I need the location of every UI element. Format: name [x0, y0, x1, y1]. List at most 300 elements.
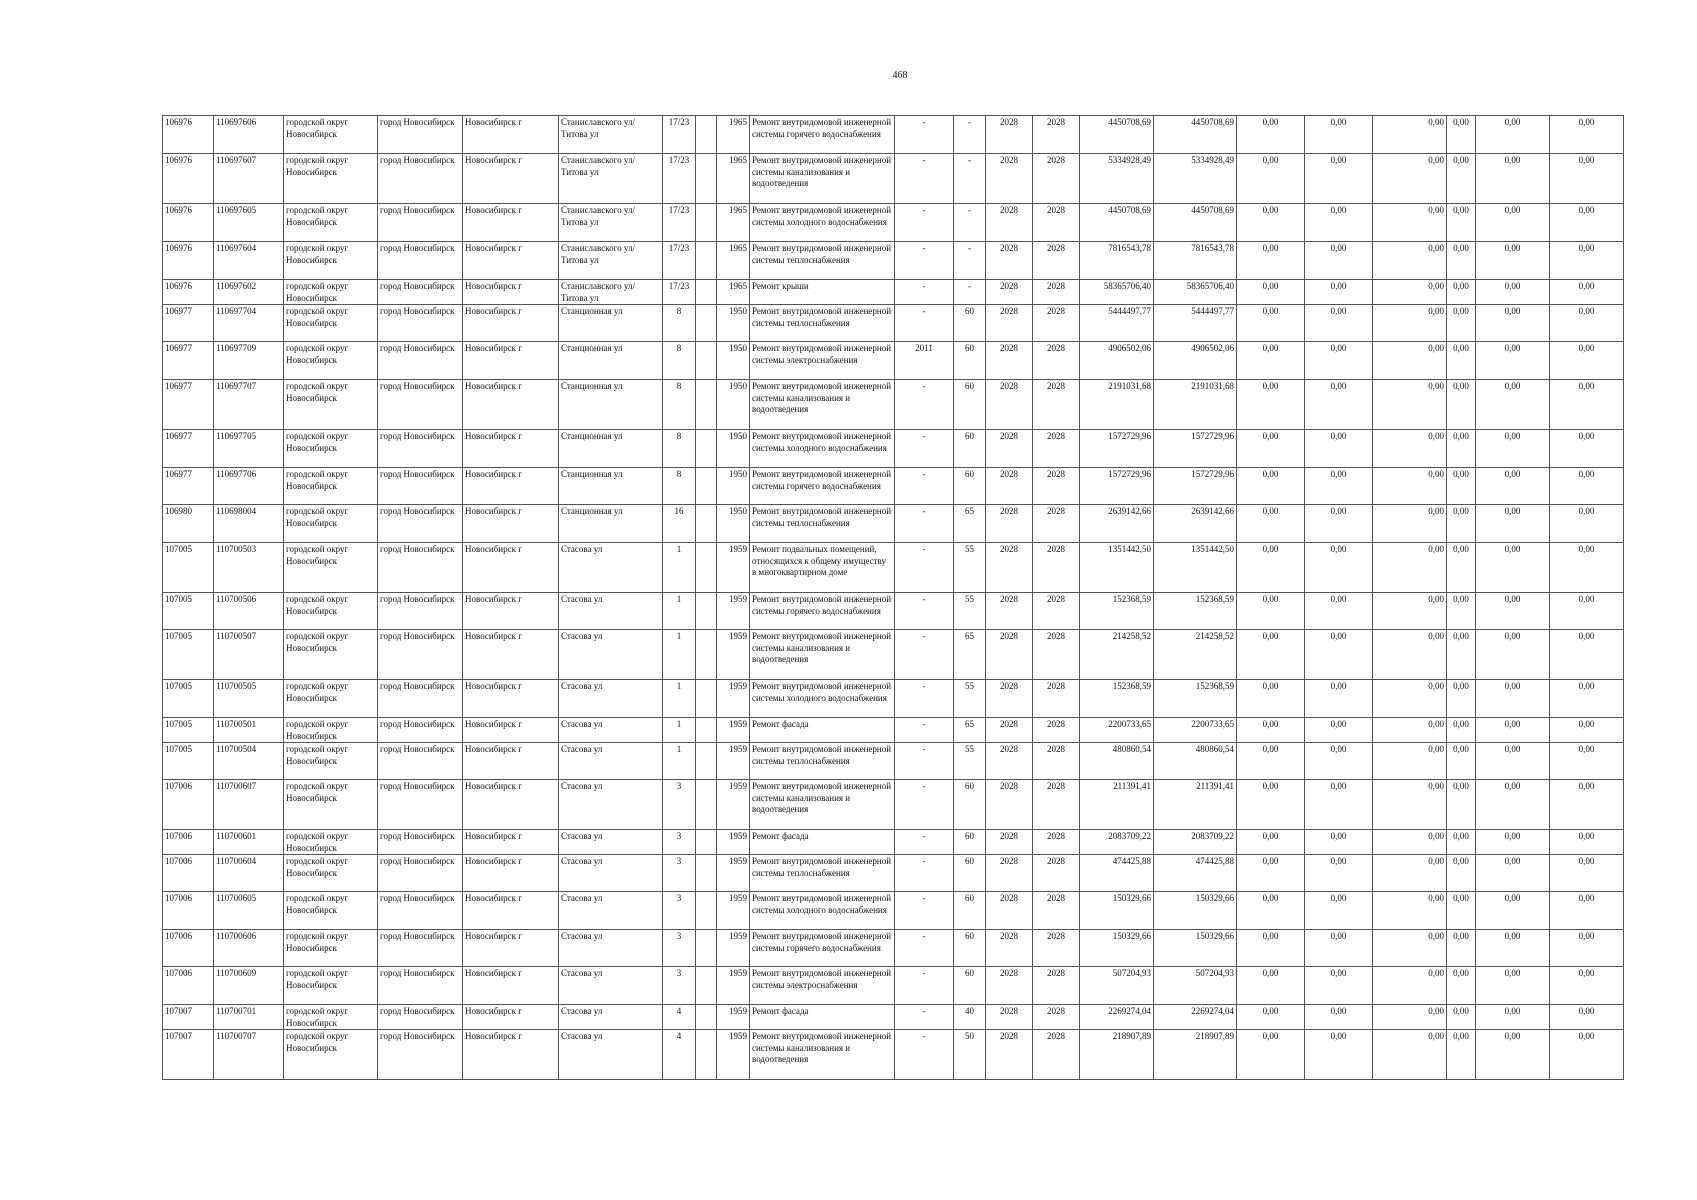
cell-plan-start-year: 2028	[986, 967, 1033, 1005]
cell-plan-start-year: 2028	[986, 242, 1033, 280]
cell-cost-reserve: 0,00	[1550, 892, 1624, 930]
cell-cost-other: 0,00	[1476, 505, 1550, 543]
cell-cost-owners: 0,00	[1447, 855, 1476, 892]
cell-locality: Новосибирск г	[463, 593, 559, 630]
cell-settlement: город Новосибирск	[378, 242, 463, 280]
cell-cost-other: 0,00	[1476, 430, 1550, 468]
cell-cost-local: 0,00	[1373, 204, 1447, 242]
cell-building	[696, 1005, 717, 1030]
cell-cost-owners: 0,00	[1447, 305, 1476, 342]
cell-street: Станиславского ул/Титова ул	[559, 154, 663, 204]
cell-cost-fund: 152368,59	[1154, 593, 1237, 630]
cell-work-type: Ремонт внутридомовой инженерной системы холодного водоснабжения	[750, 892, 895, 930]
cell-build-year: 1965	[717, 154, 750, 204]
cell-cost-local: 0,00	[1373, 242, 1447, 280]
cell-cost-reserve: 0,00	[1550, 342, 1624, 380]
cell-cost-regional: 0,00	[1305, 154, 1373, 204]
cell-cost-regional: 0,00	[1305, 743, 1373, 780]
cell-building	[696, 892, 717, 930]
cell-settlement: город Новосибирск	[378, 468, 463, 505]
cell-cost-fund: 4906502,06	[1154, 342, 1237, 380]
cell-building	[696, 743, 717, 780]
cell-house-number: 3	[663, 892, 696, 930]
cell-build-year: 1965	[717, 242, 750, 280]
cell-last-repair-year: -	[895, 892, 954, 930]
cell-build-year: 1959	[717, 830, 750, 855]
cell-total-cost: 4450708,69	[1080, 116, 1154, 154]
cell-work-type: Ремонт внутридомовой инженерной системы теплоснабжения	[750, 855, 895, 892]
cell-cost-reserve: 0,00	[1550, 280, 1624, 305]
cell-cost-regional: 0,00	[1305, 468, 1373, 505]
cell-settlement: город Новосибирск	[378, 1005, 463, 1030]
cell-cost-regional: 0,00	[1305, 780, 1373, 830]
cell-cost-other: 0,00	[1476, 718, 1550, 743]
cell-wear-percent: 60	[954, 855, 986, 892]
cell-building	[696, 780, 717, 830]
cell-plan-start-year: 2028	[986, 342, 1033, 380]
cell-plan-start-year: 2028	[986, 593, 1033, 630]
cell-cost-federal: 0,00	[1237, 780, 1305, 830]
cell-cost-owners: 0,00	[1447, 154, 1476, 204]
cell-work-type: Ремонт фасада	[750, 718, 895, 743]
cell-total-cost: 2083709,22	[1080, 830, 1154, 855]
cell-locality: Новосибирск г	[463, 505, 559, 543]
cell-building	[696, 342, 717, 380]
cell-cost-regional: 0,00	[1305, 830, 1373, 855]
cell-building	[696, 154, 717, 204]
cell-cost-other: 0,00	[1476, 468, 1550, 505]
cell-locality: Новосибирск г	[463, 967, 559, 1005]
cell-cost-local: 0,00	[1373, 380, 1447, 430]
cell-cost-local: 0,00	[1373, 1005, 1447, 1030]
cell-cost-other: 0,00	[1476, 680, 1550, 718]
cell-last-repair-year: -	[895, 630, 954, 680]
cell-plan-end-year: 2028	[1033, 505, 1080, 543]
cell-plan-start-year: 2028	[986, 468, 1033, 505]
cell-street: Стасова ул	[559, 743, 663, 780]
cell-municipal-district: городской округ Новосибирск	[284, 680, 378, 718]
cell-locality: Новосибирск г	[463, 280, 559, 305]
cell-ref-id: 106977	[163, 305, 214, 342]
cell-cost-federal: 0,00	[1237, 718, 1305, 743]
cell-work-type: Ремонт внутридомовой инженерной системы электроснабжения	[750, 342, 895, 380]
cell-settlement: город Новосибирск	[378, 1030, 463, 1080]
cell-street: Стасова ул	[559, 1005, 663, 1030]
cell-wear-percent: 40	[954, 1005, 986, 1030]
cell-building	[696, 630, 717, 680]
cell-ref-id: 107006	[163, 930, 214, 967]
cell-municipal-district: городской округ Новосибирск	[284, 930, 378, 967]
cell-street: Станиславского ул/Титова ул	[559, 116, 663, 154]
cell-municipal-district: городской округ Новосибирск	[284, 780, 378, 830]
cell-cost-owners: 0,00	[1447, 430, 1476, 468]
cell-cost-reserve: 0,00	[1550, 543, 1624, 593]
cell-plan-start-year: 2028	[986, 780, 1033, 830]
cell-total-cost: 5444497,77	[1080, 305, 1154, 342]
cell-street: Станиславского ул/Титова ул	[559, 280, 663, 305]
cell-wear-percent: 65	[954, 630, 986, 680]
cell-house-number: 3	[663, 830, 696, 855]
cell-building	[696, 593, 717, 630]
cell-ref-id: 106976	[163, 242, 214, 280]
cell-work-id: 110700607	[214, 780, 284, 830]
cell-work-type: Ремонт внутридомовой инженерной системы электроснабжения	[750, 967, 895, 1005]
cell-locality: Новосибирск г	[463, 630, 559, 680]
table-row	[163, 680, 1624, 718]
cell-house-number: 17/23	[663, 280, 696, 305]
cell-locality: Новосибирск г	[463, 380, 559, 430]
cell-street: Стасова ул	[559, 718, 663, 743]
cell-house-number: 1	[663, 680, 696, 718]
cell-cost-fund: 1572729,96	[1154, 468, 1237, 505]
cell-cost-other: 0,00	[1476, 1030, 1550, 1080]
cell-work-id: 110700604	[214, 855, 284, 892]
cell-work-type: Ремонт внутридомовой инженерной системы канализования и водоотведения	[750, 154, 895, 204]
cell-work-id: 110697602	[214, 280, 284, 305]
cell-house-number: 1	[663, 543, 696, 593]
cell-plan-end-year: 2028	[1033, 242, 1080, 280]
cell-house-number: 1	[663, 593, 696, 630]
cell-ref-id: 107007	[163, 1030, 214, 1080]
cell-last-repair-year: -	[895, 718, 954, 743]
cell-ref-id: 106976	[163, 116, 214, 154]
cell-building	[696, 930, 717, 967]
cell-locality: Новосибирск г	[463, 930, 559, 967]
table-row	[163, 967, 1624, 1005]
cell-ref-id: 107006	[163, 967, 214, 1005]
cell-work-id: 110697604	[214, 242, 284, 280]
cell-cost-regional: 0,00	[1305, 630, 1373, 680]
cell-building	[696, 830, 717, 855]
cell-last-repair-year: -	[895, 305, 954, 342]
cell-total-cost: 4450708,69	[1080, 204, 1154, 242]
cell-street: Станционная ул	[559, 430, 663, 468]
cell-street: Стасова ул	[559, 830, 663, 855]
cell-house-number: 8	[663, 468, 696, 505]
cell-plan-start-year: 2028	[986, 718, 1033, 743]
cell-cost-other: 0,00	[1476, 280, 1550, 305]
cell-cost-regional: 0,00	[1305, 505, 1373, 543]
cell-street: Стасова ул	[559, 855, 663, 892]
cell-locality: Новосибирск г	[463, 116, 559, 154]
cell-municipal-district: городской округ Новосибирск	[284, 116, 378, 154]
cell-cost-regional: 0,00	[1305, 543, 1373, 593]
cell-build-year: 1950	[717, 468, 750, 505]
cell-plan-start-year: 2028	[986, 505, 1033, 543]
cell-last-repair-year: -	[895, 680, 954, 718]
cell-wear-percent: 55	[954, 680, 986, 718]
cell-cost-federal: 0,00	[1237, 892, 1305, 930]
cell-building	[696, 468, 717, 505]
cell-house-number: 3	[663, 780, 696, 830]
cell-cost-federal: 0,00	[1237, 1005, 1305, 1030]
cell-municipal-district: городской округ Новосибирск	[284, 630, 378, 680]
cell-total-cost: 474425,88	[1080, 855, 1154, 892]
cell-locality: Новосибирск г	[463, 1030, 559, 1080]
cell-cost-owners: 0,00	[1447, 543, 1476, 593]
page-number: 468	[892, 70, 908, 81]
cell-cost-regional: 0,00	[1305, 430, 1373, 468]
cell-plan-end-year: 2028	[1033, 280, 1080, 305]
cell-work-id: 110700504	[214, 743, 284, 780]
cell-build-year: 1959	[717, 743, 750, 780]
cell-plan-end-year: 2028	[1033, 380, 1080, 430]
cell-plan-end-year: 2028	[1033, 593, 1080, 630]
table-row	[163, 305, 1624, 342]
cell-plan-end-year: 2028	[1033, 855, 1080, 892]
cell-house-number: 3	[663, 930, 696, 967]
cell-plan-end-year: 2028	[1033, 116, 1080, 154]
cell-locality: Новосибирск г	[463, 680, 559, 718]
cell-build-year: 1959	[717, 967, 750, 1005]
cell-cost-federal: 0,00	[1237, 468, 1305, 505]
cell-municipal-district: городской округ Новосибирск	[284, 154, 378, 204]
cell-work-type: Ремонт внутридомовой инженерной системы теплоснабжения	[750, 242, 895, 280]
cell-street: Станционная ул	[559, 305, 663, 342]
cell-work-type: Ремонт внутридомовой инженерной системы горячего водоснабжения	[750, 116, 895, 154]
cell-wear-percent: 60	[954, 830, 986, 855]
cell-cost-federal: 0,00	[1237, 680, 1305, 718]
cell-build-year: 1959	[717, 630, 750, 680]
cell-total-cost: 5334928,49	[1080, 154, 1154, 204]
cell-work-id: 110700501	[214, 718, 284, 743]
cell-plan-end-year: 2028	[1033, 930, 1080, 967]
cell-cost-reserve: 0,00	[1550, 242, 1624, 280]
cell-work-id: 110697607	[214, 154, 284, 204]
cell-plan-start-year: 2028	[986, 204, 1033, 242]
cell-total-cost: 1572729,96	[1080, 430, 1154, 468]
cell-street: Стасова ул	[559, 630, 663, 680]
cell-build-year: 1959	[717, 593, 750, 630]
cell-work-type: Ремонт подвальных помещений, относящихся к общему имуществу в многоквартирном доме	[750, 543, 895, 593]
cell-cost-federal: 0,00	[1237, 967, 1305, 1005]
cell-cost-regional: 0,00	[1305, 280, 1373, 305]
cell-ref-id: 107006	[163, 780, 214, 830]
cell-municipal-district: городской округ Новосибирск	[284, 380, 378, 430]
cell-cost-local: 0,00	[1373, 1030, 1447, 1080]
cell-locality: Новосибирск г	[463, 780, 559, 830]
table-row	[163, 242, 1624, 280]
cell-plan-start-year: 2028	[986, 305, 1033, 342]
cell-cost-regional: 0,00	[1305, 892, 1373, 930]
cell-cost-reserve: 0,00	[1550, 154, 1624, 204]
cell-cost-reserve: 0,00	[1550, 380, 1624, 430]
cell-last-repair-year: -	[895, 1005, 954, 1030]
cell-cost-owners: 0,00	[1447, 380, 1476, 430]
cell-cost-federal: 0,00	[1237, 242, 1305, 280]
cell-wear-percent: 60	[954, 892, 986, 930]
cell-plan-end-year: 2028	[1033, 204, 1080, 242]
cell-plan-start-year: 2028	[986, 543, 1033, 593]
cell-cost-fund: 4450708,69	[1154, 116, 1237, 154]
cell-wear-percent: 65	[954, 718, 986, 743]
cell-cost-owners: 0,00	[1447, 468, 1476, 505]
table-row	[163, 718, 1624, 743]
cell-work-id: 110700505	[214, 680, 284, 718]
cell-cost-regional: 0,00	[1305, 1005, 1373, 1030]
cell-cost-reserve: 0,00	[1550, 1005, 1624, 1030]
cell-last-repair-year: -	[895, 380, 954, 430]
cell-last-repair-year: -	[895, 204, 954, 242]
cell-plan-end-year: 2028	[1033, 630, 1080, 680]
cell-cost-regional: 0,00	[1305, 380, 1373, 430]
cell-last-repair-year: -	[895, 1030, 954, 1080]
cell-total-cost: 1351442,50	[1080, 543, 1154, 593]
cell-municipal-district: городской округ Новосибирск	[284, 743, 378, 780]
cell-cost-local: 0,00	[1373, 543, 1447, 593]
cell-total-cost: 152368,59	[1080, 593, 1154, 630]
cell-cost-regional: 0,00	[1305, 855, 1373, 892]
cell-locality: Новосибирск г	[463, 543, 559, 593]
cell-cost-fund: 150329,66	[1154, 930, 1237, 967]
cell-plan-end-year: 2028	[1033, 1005, 1080, 1030]
cell-cost-reserve: 0,00	[1550, 855, 1624, 892]
cell-cost-fund: 211391,41	[1154, 780, 1237, 830]
capital-repair-table	[162, 115, 1624, 1080]
cell-plan-end-year: 2028	[1033, 154, 1080, 204]
cell-cost-other: 0,00	[1476, 242, 1550, 280]
cell-cost-regional: 0,00	[1305, 342, 1373, 380]
cell-ref-id: 106980	[163, 505, 214, 543]
table-row	[163, 630, 1624, 680]
cell-locality: Новосибирск г	[463, 830, 559, 855]
cell-work-type: Ремонт внутридомовой инженерной системы канализования и водоотведения	[750, 780, 895, 830]
cell-cost-local: 0,00	[1373, 154, 1447, 204]
table-row	[163, 593, 1624, 630]
cell-wear-percent: -	[954, 116, 986, 154]
cell-cost-local: 0,00	[1373, 780, 1447, 830]
cell-work-type: Ремонт внутридомовой инженерной системы канализования и водоотведения	[750, 630, 895, 680]
cell-work-type: Ремонт внутридомовой инженерной системы горячего водоснабжения	[750, 593, 895, 630]
cell-cost-reserve: 0,00	[1550, 1030, 1624, 1080]
cell-plan-end-year: 2028	[1033, 342, 1080, 380]
cell-work-type: Ремонт внутридомовой инженерной системы канализования и водоотведения	[750, 1030, 895, 1080]
cell-cost-local: 0,00	[1373, 892, 1447, 930]
cell-cost-other: 0,00	[1476, 830, 1550, 855]
cell-cost-other: 0,00	[1476, 967, 1550, 1005]
cell-wear-percent: 60	[954, 342, 986, 380]
cell-municipal-district: городской округ Новосибирск	[284, 1030, 378, 1080]
cell-settlement: город Новосибирск	[378, 154, 463, 204]
cell-plan-end-year: 2028	[1033, 780, 1080, 830]
cell-settlement: город Новосибирск	[378, 380, 463, 430]
cell-ref-id: 107005	[163, 630, 214, 680]
cell-last-repair-year: -	[895, 543, 954, 593]
cell-work-type: Ремонт фасада	[750, 1005, 895, 1030]
cell-street: Станиславского ул/Титова ул	[559, 242, 663, 280]
cell-cost-federal: 0,00	[1237, 280, 1305, 305]
cell-build-year: 1959	[717, 718, 750, 743]
cell-last-repair-year: -	[895, 967, 954, 1005]
cell-ref-id: 106977	[163, 380, 214, 430]
cell-plan-start-year: 2028	[986, 116, 1033, 154]
table-row	[163, 543, 1624, 593]
table-row	[163, 116, 1624, 154]
cell-settlement: город Новосибирск	[378, 892, 463, 930]
cell-plan-end-year: 2028	[1033, 305, 1080, 342]
cell-cost-fund: 2083709,22	[1154, 830, 1237, 855]
table-row	[163, 830, 1624, 855]
cell-building	[696, 680, 717, 718]
cell-ref-id: 107005	[163, 680, 214, 718]
cell-cost-regional: 0,00	[1305, 204, 1373, 242]
cell-municipal-district: городской округ Новосибирск	[284, 305, 378, 342]
cell-total-cost: 58365706,40	[1080, 280, 1154, 305]
cell-cost-reserve: 0,00	[1550, 930, 1624, 967]
cell-ref-id: 107007	[163, 1005, 214, 1030]
cell-work-type: Ремонт внутридомовой инженерной системы холодного водоснабжения	[750, 430, 895, 468]
cell-work-type: Ремонт внутридомовой инженерной системы холодного водоснабжения	[750, 680, 895, 718]
cell-street: Стасова ул	[559, 892, 663, 930]
cell-last-repair-year: -	[895, 743, 954, 780]
cell-cost-federal: 0,00	[1237, 593, 1305, 630]
cell-build-year: 1959	[717, 780, 750, 830]
cell-wear-percent: 55	[954, 543, 986, 593]
cell-cost-fund: 2269274,04	[1154, 1005, 1237, 1030]
cell-municipal-district: городской округ Новосибирск	[284, 468, 378, 505]
cell-municipal-district: городской округ Новосибирск	[284, 593, 378, 630]
cell-ref-id: 107006	[163, 855, 214, 892]
cell-total-cost: 2191031,68	[1080, 380, 1154, 430]
cell-total-cost: 2639142,66	[1080, 505, 1154, 543]
cell-cost-other: 0,00	[1476, 154, 1550, 204]
cell-cost-local: 0,00	[1373, 593, 1447, 630]
cell-work-id: 110700507	[214, 630, 284, 680]
cell-cost-other: 0,00	[1476, 743, 1550, 780]
cell-cost-federal: 0,00	[1237, 505, 1305, 543]
cell-ref-id: 106976	[163, 154, 214, 204]
cell-cost-fund: 1572729,96	[1154, 430, 1237, 468]
cell-settlement: город Новосибирск	[378, 593, 463, 630]
cell-settlement: город Новосибирск	[378, 204, 463, 242]
cell-plan-start-year: 2028	[986, 680, 1033, 718]
cell-work-id: 110697704	[214, 305, 284, 342]
cell-wear-percent: 50	[954, 1030, 986, 1080]
cell-cost-other: 0,00	[1476, 380, 1550, 430]
table-row	[163, 468, 1624, 505]
cell-wear-percent: 55	[954, 743, 986, 780]
cell-locality: Новосибирск г	[463, 743, 559, 780]
cell-ref-id: 107006	[163, 892, 214, 930]
cell-settlement: город Новосибирск	[378, 630, 463, 680]
cell-cost-reserve: 0,00	[1550, 967, 1624, 1005]
cell-cost-reserve: 0,00	[1550, 630, 1624, 680]
cell-building	[696, 305, 717, 342]
cell-wear-percent: -	[954, 242, 986, 280]
cell-building	[696, 242, 717, 280]
cell-cost-fund: 218907,89	[1154, 1030, 1237, 1080]
cell-cost-owners: 0,00	[1447, 930, 1476, 967]
cell-plan-start-year: 2028	[986, 855, 1033, 892]
cell-wear-percent: -	[954, 154, 986, 204]
cell-last-repair-year: -	[895, 468, 954, 505]
cell-cost-reserve: 0,00	[1550, 505, 1624, 543]
cell-plan-start-year: 2028	[986, 380, 1033, 430]
cell-street: Стасова ул	[559, 593, 663, 630]
cell-cost-local: 0,00	[1373, 505, 1447, 543]
cell-cost-federal: 0,00	[1237, 830, 1305, 855]
cell-last-repair-year: -	[895, 930, 954, 967]
cell-house-number: 1	[663, 718, 696, 743]
cell-work-id: 110700609	[214, 967, 284, 1005]
cell-cost-other: 0,00	[1476, 204, 1550, 242]
cell-street: Стасова ул	[559, 680, 663, 718]
cell-build-year: 1950	[717, 505, 750, 543]
cell-plan-start-year: 2028	[986, 154, 1033, 204]
cell-cost-owners: 0,00	[1447, 342, 1476, 380]
cell-cost-federal: 0,00	[1237, 204, 1305, 242]
cell-ref-id: 107005	[163, 718, 214, 743]
